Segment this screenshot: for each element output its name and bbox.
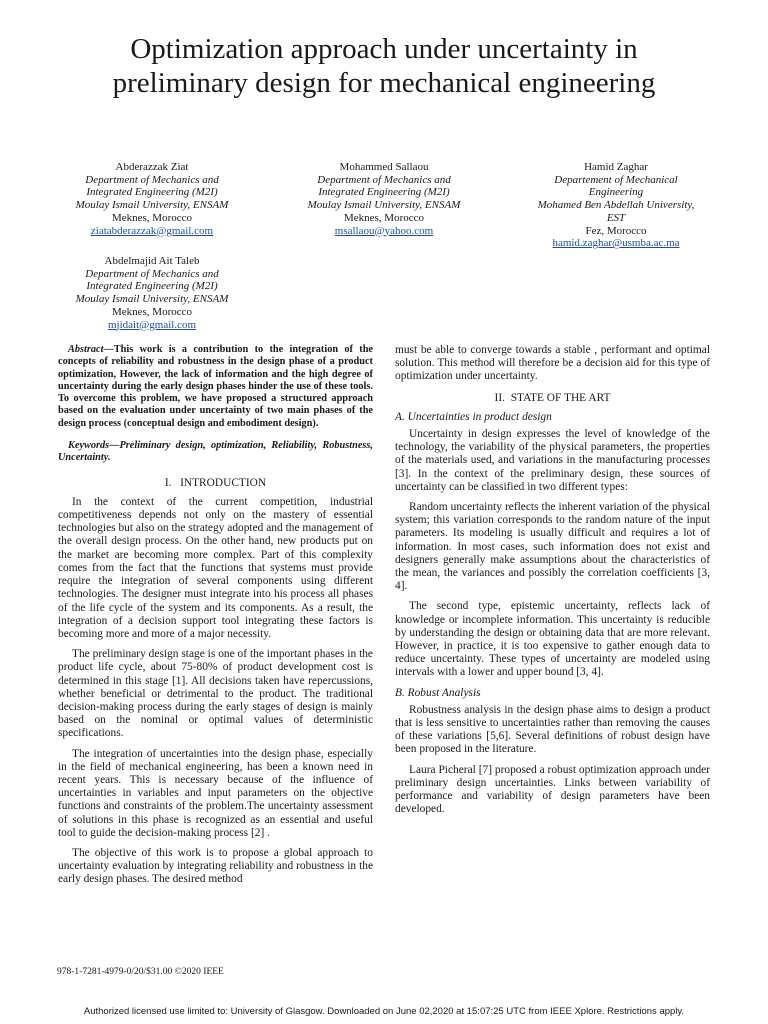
author-affiliation: Department of Mechanics and [85,267,219,280]
author-name: Abderazzak Ziat [115,161,189,173]
paragraph: The second type, epistemic uncertainty, reflects lack of knowledge or incomplete information. This uncertainty is reducible by understanding the design or obtaining data that are more relevant. However, in practice, it is too expensive to gather enough data to reduce uncertainty. These types of uncertainty are modeled using intervals with a lower and upper bound [3, 4]. [395,600,710,679]
subsection-heading-robust-analysis: B. Robust Analysis [395,686,481,699]
author-email-link[interactable]: ziatabderazzak@gmail.com [90,224,214,237]
author-affiliation: Integrated Engineering (M2I) [86,186,218,199]
author-city: Meknes, Morocco [111,305,193,318]
paragraph: In the context of the current competition, industrial competitiveness depends not only on the mastery of essential technologies but also on the strategy adopted and the management of the overall design process. On the other hand, new products put on the market are becoming more complex. Part of this complexity comes from the fact that the functions that systems must provide require the integration of several components using different technologies. The designer must integrate into his process all phases of the life cycle of the system and its components. As a result, the integration of a decision support tool integrating these factors is becoming more and more of a major necessity. [58,495,373,640]
section-title-rest: NTRODUCTION [183,476,267,489]
paragraph: The integration of uncertainties into the design phase, especially in the field of mechanical engineering, has been a known need in recent years. This is necessary because of the influence of uncertainties in variables and input parameters on the objective functions and constraints of the problem.The uncertainty assessment of solutions in this phase is recognized as an essential and useful tool to guide the decision-making process [2] . [58,747,373,839]
author-block-1 [40,161,264,237]
keywords [58,440,373,465]
paragraph: Robustness analysis in the design phase aims to design a product that is less sensitive to uncertainties rather than removing the causes of these variations [5,6]. Several definitions of robust design have been proposed in the literature. [395,703,710,756]
author-affiliation: Departement of Mechanical [554,173,678,186]
paragraph-continued: must be able to converge towards a stable , performant and optimal solution. This method will therefore be a decision aid for this type of optimization under uncertainty. [395,344,710,383]
title-line-2: preliminary design for mechanical engineering [112,67,656,99]
subsection-heading-uncertainties: A. Uncertainties in product design [395,410,552,423]
author-city: Fez, Morocco [585,224,647,237]
abstract-label: Abstract [68,344,104,355]
author-name: Mohammed Sallaou [339,161,429,173]
left-column [58,344,373,894]
author-affiliation: Moulay Ismail University, ENSAM [75,199,229,212]
paragraph: The objective of this work is to propose a global approach to uncertainty evaluation by integrating reliability and robustness in the early design phases. The desired method [58,846,373,886]
author-affiliation: Integrated Engineering (M2I) [318,186,450,199]
author-email-link[interactable]: hamid.zaghar@usmba.ac.ma [552,237,680,250]
paragraph: The preliminary design stage is one of the important phases in the product life cycle, about 75-80% of product development cost is determined in this stage [1]. All decisions taken have repercussions, whether beneficial or detrimental to the product. The traditional decision-making process during the early stages of design is mainly based on the nominal or optimal values of deterministic specifications. [58,648,373,740]
author-affiliation: Integrated Engineering (M2I) [86,280,218,293]
title-line-1: Optimization approach under uncertainty in [130,33,638,65]
paragraph: Random uncertainty reflects the inherent variation of the physical system; this variation corresponds to the random nature of the input parameters. Its modeling is usually difficult and requires a lot of information. In most cases, such information does not exist and designers generally make assumptions about the characteristics of the mean, the variances and possibly the correlation coefficients [3, 4]. [395,501,710,593]
section-heading-introduction [58,477,373,490]
author-affiliation: Moulay Ismail University, ENSAM [307,199,461,212]
paragraph: Laura Picheral [7] proposed a robust optimization approach under preliminary design uncertainties. Links between variability of performance and variability of design parameters have been developed. [395,763,710,816]
author-city: Meknes, Morocco [343,211,425,224]
author-affiliation: Department of Mechanics and [85,173,219,186]
author-name: Abdelmajid Ait Taleb [104,255,200,267]
author-affiliation: Department of Mechanics and [317,173,451,186]
copyright-footer: 978-1-7281-4979-0/20/$31.00 ©2020 IEEE [57,967,224,977]
author-email-link[interactable]: msallaou@yahoo.com [334,224,434,237]
section-heading-state-of-the-art [395,392,710,405]
section-title: STATE OF THE ART [510,391,611,404]
author-block-2 [272,161,496,237]
author-affiliation: Moulay Ismail University, ENSAM [75,293,229,306]
license-notice: Authorized licensed use limited to: University of Glasgow. Downloaded on June 02,2020 at 15:07:25 UTC from IEEE Xplore. Restrictions apply. [83,1006,685,1017]
author-name: Hamid Zaghar [584,161,648,173]
section-number: I. [164,476,172,489]
paragraph: Uncertainty in design expresses the level of knowledge of the technology, the variability of the physical parameters, the properties of the materials used, and variations in the manufacturing processes [3]. In the context of the preliminary design, these sources of uncertainty can be classified in two different types: [395,428,710,493]
author-block-4 [40,255,264,331]
author-city: Meknes, Morocco [111,211,193,224]
abstract-text: —This work is a contribution to the integration of the concepts of reliability and robustness in the design phase of a product optimization, However, the lack of information and the high degree of uncertainty during the early design phases hinder the use of these tools. To overcome this problem, we have proposed a structured approach based on the evaluation under uncertainty of two main phases of the design process (conceptual design and embodiment design). [58,344,373,429]
author-affiliation: Mohamed Ben Abdellah University, [537,199,695,212]
author-block-3 [504,161,728,250]
paper-title [40,32,728,100]
author-affiliation: EST [606,211,626,224]
right-column [395,344,710,824]
keywords-label: Keywords [68,440,110,452]
section-title-initial: I [180,476,184,489]
author-affiliation: Engineering [588,186,644,199]
abstract [58,344,373,430]
author-email-link[interactable]: mjidait@gmail.com [107,318,197,331]
keywords-text: —Preliminary design, optimization, Reliability, Robustness, Uncertainty. [58,440,373,464]
section-number: II. [494,391,505,404]
